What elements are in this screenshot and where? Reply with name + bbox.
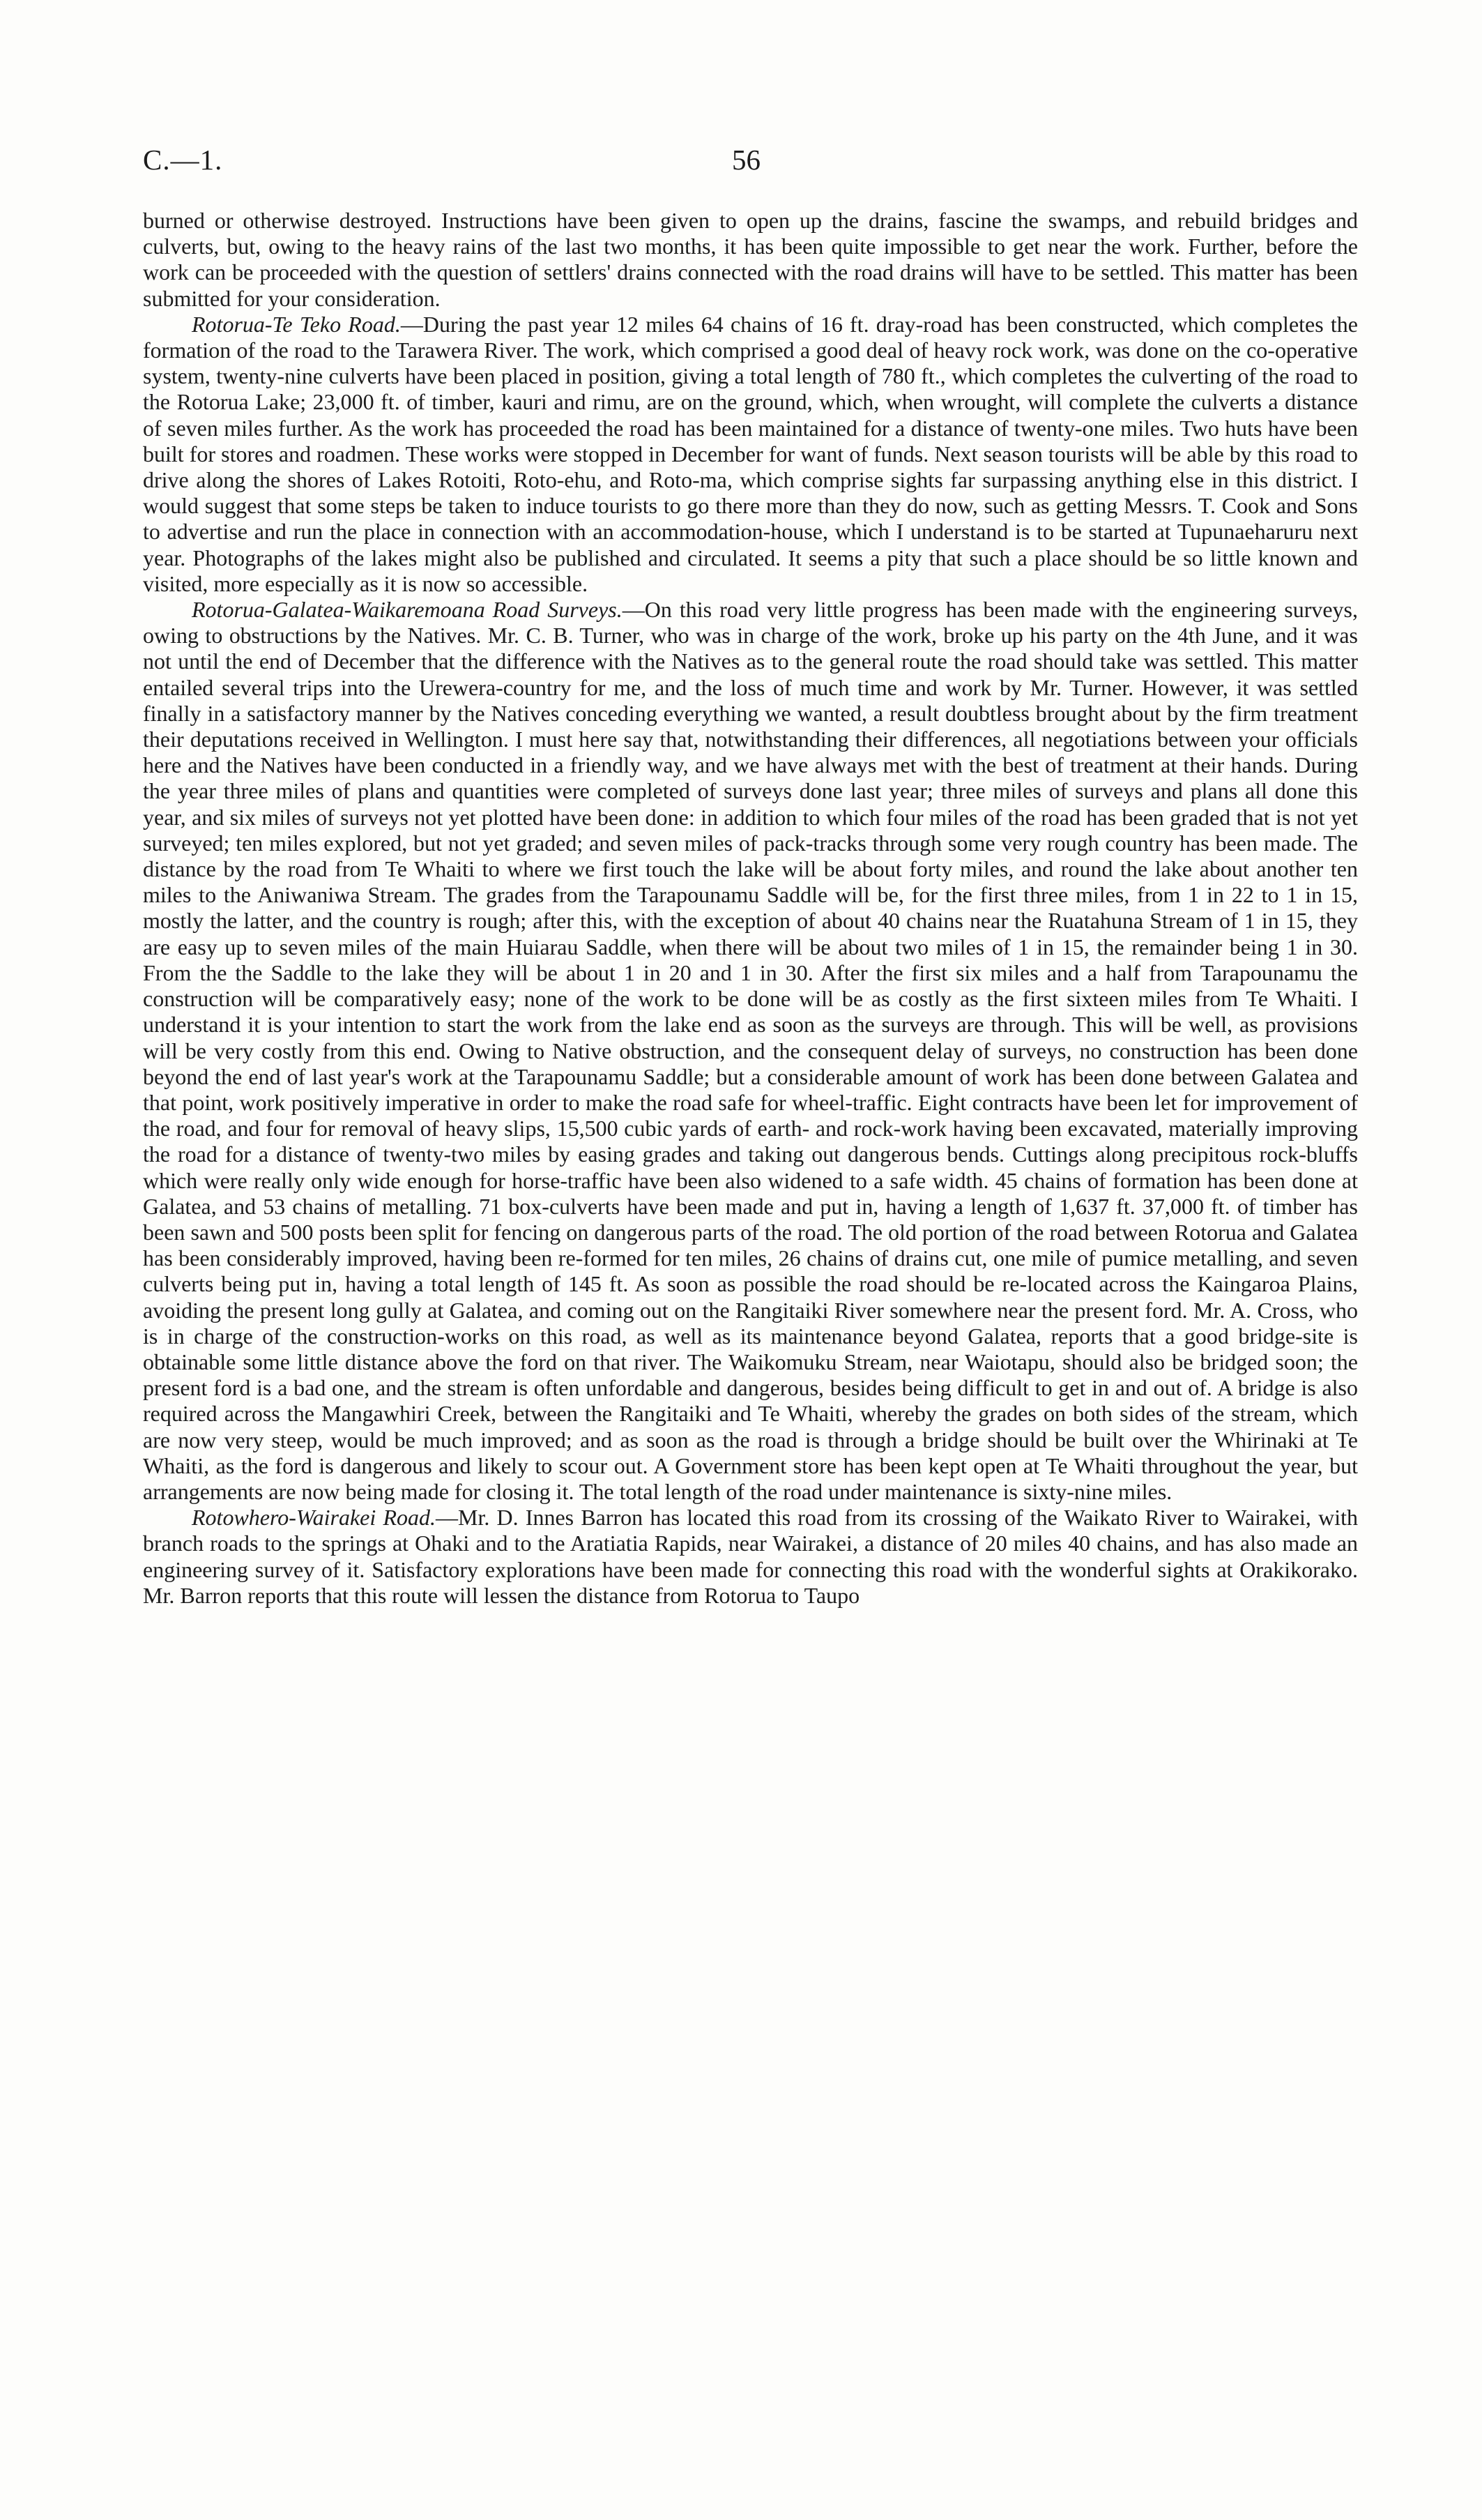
section-heading: Rotorua-Galatea-Waikaremoana Road Surveys. [192, 597, 622, 623]
page-header [143, 143, 1358, 185]
section-heading: Rotorua-Te Teko Road. [192, 311, 401, 337]
body-text [143, 208, 1358, 1609]
paragraph-rotorua-galatea-waikaremoana [143, 597, 1358, 1505]
page-number: 56 [732, 144, 761, 176]
paragraph-text: burned or otherwise destroyed. Instructions have been given to open up the drains, fascine the swamps, and rebuild bridges and culverts, but, owing to the heavy rains of the last two months, it has been quite impossible to get near the work. Further, before the work can be proceeded with the question of settlers' drains connected with the road drains will have to be settled. This matter has been submitted for your consideration. [143, 208, 1358, 311]
paragraph-text: —During the past year 12 miles 64 chains of 16 ft. dray-road has been constructed, which completes the formation of the road to the Tarawera River. The work, which comprised a good deal of heavy rock work, was done on the co-operative system, twenty-nine culverts have been placed in position, giving a total length of 780 ft., which completes the culverting of the road to the Rotorua Lake; 23,000 ft. of timber, kauri and rimu, are on the ground, which, when wrought, will complete the culverts a distance of seven miles further. As the work has proceeded the road has been maintained for a distance of twenty-one miles. Two huts have been built for stores and roadmen. These works were stopped in December for want of funds. Next season tourists will be able by this road to drive along the shores of Lakes Rotoiti, Roto-ehu, and Roto-ma, which comprise sights far surpassing anything else in this district. I would suggest that some steps be taken to induce tourists to go there more than they do now, such as getting Messrs. T. Cook and Sons to advertise and run the place in connection with an accommodation-house, which I understand is to be started at Tupunaeharuru next year. Photographs of the lakes might also be published and circulated. It seems a pity that such a place should be so little known and visited, more especially as it is now so accessible. [143, 311, 1359, 596]
paragraph-rotowhero-wairakei [143, 1505, 1358, 1609]
paragraph-rotorua-te-teko [143, 312, 1358, 597]
paragraph-continuation [143, 208, 1358, 312]
document-reference: C.—1. [143, 144, 223, 176]
paragraph-text: —On this road very little progress has been made with the engineering surveys, owing to obstructions by the Natives. Mr. C. B. Turner, who was in charge of the work, broke up his party on the 4th June, and it was not until the end of December that the difference with the Natives as to the general route the road should take was settled. This matter entailed several trips into the Urewera-country for me, and the loss of much time and work by Mr. Turner. However, it was settled finally in a satisfactory manner by the Natives conceding everything we wanted, a result doubtless brought about by the firm treatment their deputations received in Wellington. I must here say that, notwithstanding their differences, all negotiations between your officials here and the Natives have been conducted in a friendly way, and we have always met with the best of treatment at their hands. During the year three miles of plans and quantities were completed of surveys done last year; three miles of surveys and plans all done this year, and six miles of surveys not yet plotted have been done: in addition to which four miles of the road has been graded that is not yet surveyed; ten miles explored, but not yet graded; and seven miles of pack-tracks through some very rough country has been made. The distance by the road from Te Whaiti to where we first touch the lake will be about forty miles, and round the lake about another ten miles to the Aniwaniwa Stream. The grades from the Tarapounamu Saddle will be, for the first three miles, from 1 in 22 to 1 in 15, mostly the latter, and the country is rough; after this, with the exception of about 40 chains near the Ruatahuna Stream of 1 in 15, they are easy up to seven miles of the main Huiarau Saddle, when there will be about two miles of 1 in 15, the remainder being 1 in 30. From the the Saddle to the lake they will be about 1 in 20 and 1 in 30. After the first six miles and a half from Tarapounamu the construction will be comparatively easy; none of the work to be done will be as costly as the first sixteen miles from Te Whaiti. I understand it is your intention to start the work from the lake end as soon as the surveys are through. This will be well, as provisions will be very costly from this end. Owing to Native obstruction, and the consequent delay of surveys, no construction has been done beyond the end of last year's work at the Tarapounamu Saddle; but a considerable amount of work has been done between Galatea and that point, work positively imperative in order to make the road safe for wheel-traffic. Eight contracts have been let for improvement of the road, and four for removal of heavy slips, 15,500 cubic yards of earth- and rock-work having been excavated, materially improving the road for a distance of twenty-two miles by easing grades and taking out dangerous bends. Cuttings along precipitous rock-bluffs which were really only wide enough for horse-traffic have been also widened to a safe width. 45 chains of formation has been done at Galatea, and 53 chains of metalling. 71 box-culverts have been made and put in, having a length of 1,637 ft. 37,000 ft. of timber has been sawn and 500 posts been split for fencing on dangerous parts of the road. The old portion of the road between Rotorua and Galatea has been considerably improved, having been re-formed for ten miles, 26 chains of drains cut, one mile of pumice metalling, and seven culverts being put in, having a total length of 145 ft. As soon as possible the road should be re-located across the Kaingaroa Plains, avoiding the present long gully at Galatea, and coming out on the Rangitaiki River somewhere near the present ford. Mr. A. Cross, who is in charge of the construction-works on this road, as well as its maintenance beyond Galatea, reports that a good bridge-site is obtainable some little distance above the ford on that river. The Waikomuku Stream, near Waiotapu, should also be bridged soon; the present ford is a bad one, and the stream is often unfordable and dangerous, besides being difficult to get in and out of. A bridge is also required across the Mangawhiri Creek, between the Rangitaiki and Te Whaiti, whereby the grades on both sides of the stream, which are now very steep, would be much improved; and as soon as the road is through a bridge should be built over the Whirinaki at Te Whaiti, as the ford is dangerous and likely to scour out. A Government store has been kept open at Te Whaiti throughout the year, but arrangements are now being made for closing it. The total length of the road under maintenance is sixty-nine miles. [143, 597, 1359, 1504]
paragraph-text: —Mr. D. Innes Barron has located this road from its crossing of the Waikato River to Wairakei, with branch roads to the springs at Ohaki and to the Aratiatia Rapids, near Wairakei, a distance of 20 miles 40 chains, and has also made an engineering survey of it. Satisfactory explorations have been made for connecting this road with the wonderful sights at Orakikorako. Mr. Barron reports that this route will lessen the distance from Rotorua to Taupo [143, 1505, 1359, 1608]
section-heading: Rotowhero-Wairakei Road. [192, 1505, 436, 1531]
